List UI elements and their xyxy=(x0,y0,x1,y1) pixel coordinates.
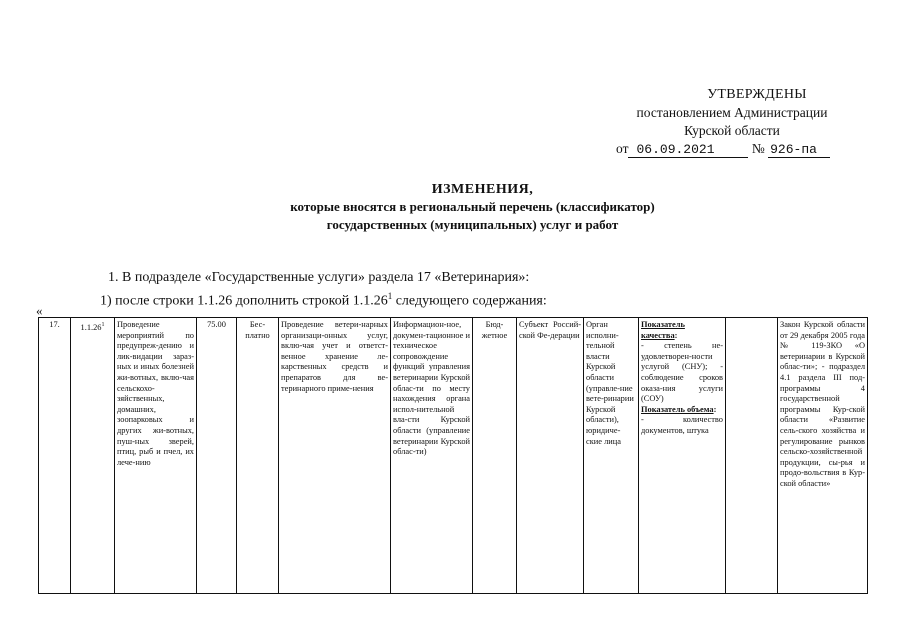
approval-heading: УТВЕРЖДЕНЫ xyxy=(707,87,807,102)
approval-from-label: от xyxy=(616,141,629,156)
cell-activity: Проведение мероприятий по предупреж-дению и лик-видации зараз-ных и иных болезней жи-вотных, вклю-чая сельскохо-зяйственных, домашних, зоопарковых и других жи-вотных, пуш-ных зверей, птиц, рыб и пчел, их лече-нию xyxy=(115,318,197,594)
volume-text: - количество документов, штука xyxy=(641,415,723,435)
paragraph-2-text-before: 1) после строки 1.1.26 дополнить строкой 1.1.26 xyxy=(100,293,388,309)
paragraph-2 xyxy=(100,287,547,311)
cell-support: Информацион-ное, докумен-тационное и техническое сопровождение функций управления ветеринарии Курской облас-ти по месту нахождения органа испол-нительной вла-сти Курской области (управление ветеринарии Курской облас-ти) xyxy=(391,318,473,594)
code-superscript: 1 xyxy=(101,322,105,328)
cell-empty xyxy=(726,318,778,594)
approval-date-line xyxy=(612,140,852,158)
cell-content: Проведение ветери-нарных организаци-онных услуг, вклю-чая учет и ответст-венное хранение ле-карственных средств и препаратов для ве-теринарного приме-нения xyxy=(279,318,391,594)
approval-date: 06.09.2021 xyxy=(628,142,748,158)
volume-colon: : xyxy=(713,404,717,414)
quality-heading: Показатель качества xyxy=(641,320,685,340)
classifier-table xyxy=(38,317,868,594)
cell-funding: Бюд-жетное xyxy=(473,318,517,594)
volume-heading: Показатель объема xyxy=(641,404,714,414)
cell-indicators xyxy=(639,318,726,594)
open-quote: « xyxy=(36,303,43,318)
quality-colon: : xyxy=(674,330,678,340)
cell-executor: Орган исполни-тельной власти Курской области (управле-ние вете-ринарии Курской области), юридиче-ские лица xyxy=(584,318,639,594)
cell-code xyxy=(71,318,115,594)
title-sub-2: государственных (муниципальных) услуг и работ xyxy=(326,217,619,232)
paragraph-2-superscript: 1 xyxy=(387,291,393,301)
approval-number: 926-па xyxy=(768,142,830,158)
approval-line-1: постановлением Администрации xyxy=(636,105,828,120)
approval-number-label: № xyxy=(751,141,765,156)
cell-law: Закон Курской области от 29 декабря 2005 года № 119-ЗКО «О ветеринарии в Курской облас-ти»; - подраздел 4.1 раздела III под-программы 4 государственной программы Кур-ской области «Развитие сель-ского хозяйства и регулирование рынков сельско-хозяйственной продукции, сы-рья и продо-вольствия в Кур-ской области» xyxy=(778,318,868,594)
code-text: 1.1.26 xyxy=(80,322,102,332)
quality-text: - степень не-удовлетворен-ности услугой (СНУ); - соблюдение сроков оказа-ния услуги (СОУ) xyxy=(641,341,723,404)
cell-okved: 75.00 xyxy=(197,318,237,594)
paragraph-2-text-after: следующего содержания: xyxy=(392,293,547,309)
title-main: ИЗМЕНЕНИЯ, xyxy=(431,182,534,197)
instruction-paragraphs xyxy=(100,268,547,311)
paragraph-1: 1. В подразделе «Государственные услуги» раздела 17 «Ветеринария»: xyxy=(108,270,530,285)
cell-row-number: 17. xyxy=(39,318,71,594)
approval-block xyxy=(612,86,852,158)
document-title xyxy=(0,182,905,234)
title-sub-1: которые вносятся в региональный перечень (классификатор) xyxy=(290,199,655,214)
cell-subject: Субъект Россий-ской Фе-дерации xyxy=(517,318,584,594)
approval-line-2: Курской области xyxy=(684,123,780,138)
cell-payment: Бес-платно xyxy=(237,318,279,594)
table-row xyxy=(39,318,868,594)
